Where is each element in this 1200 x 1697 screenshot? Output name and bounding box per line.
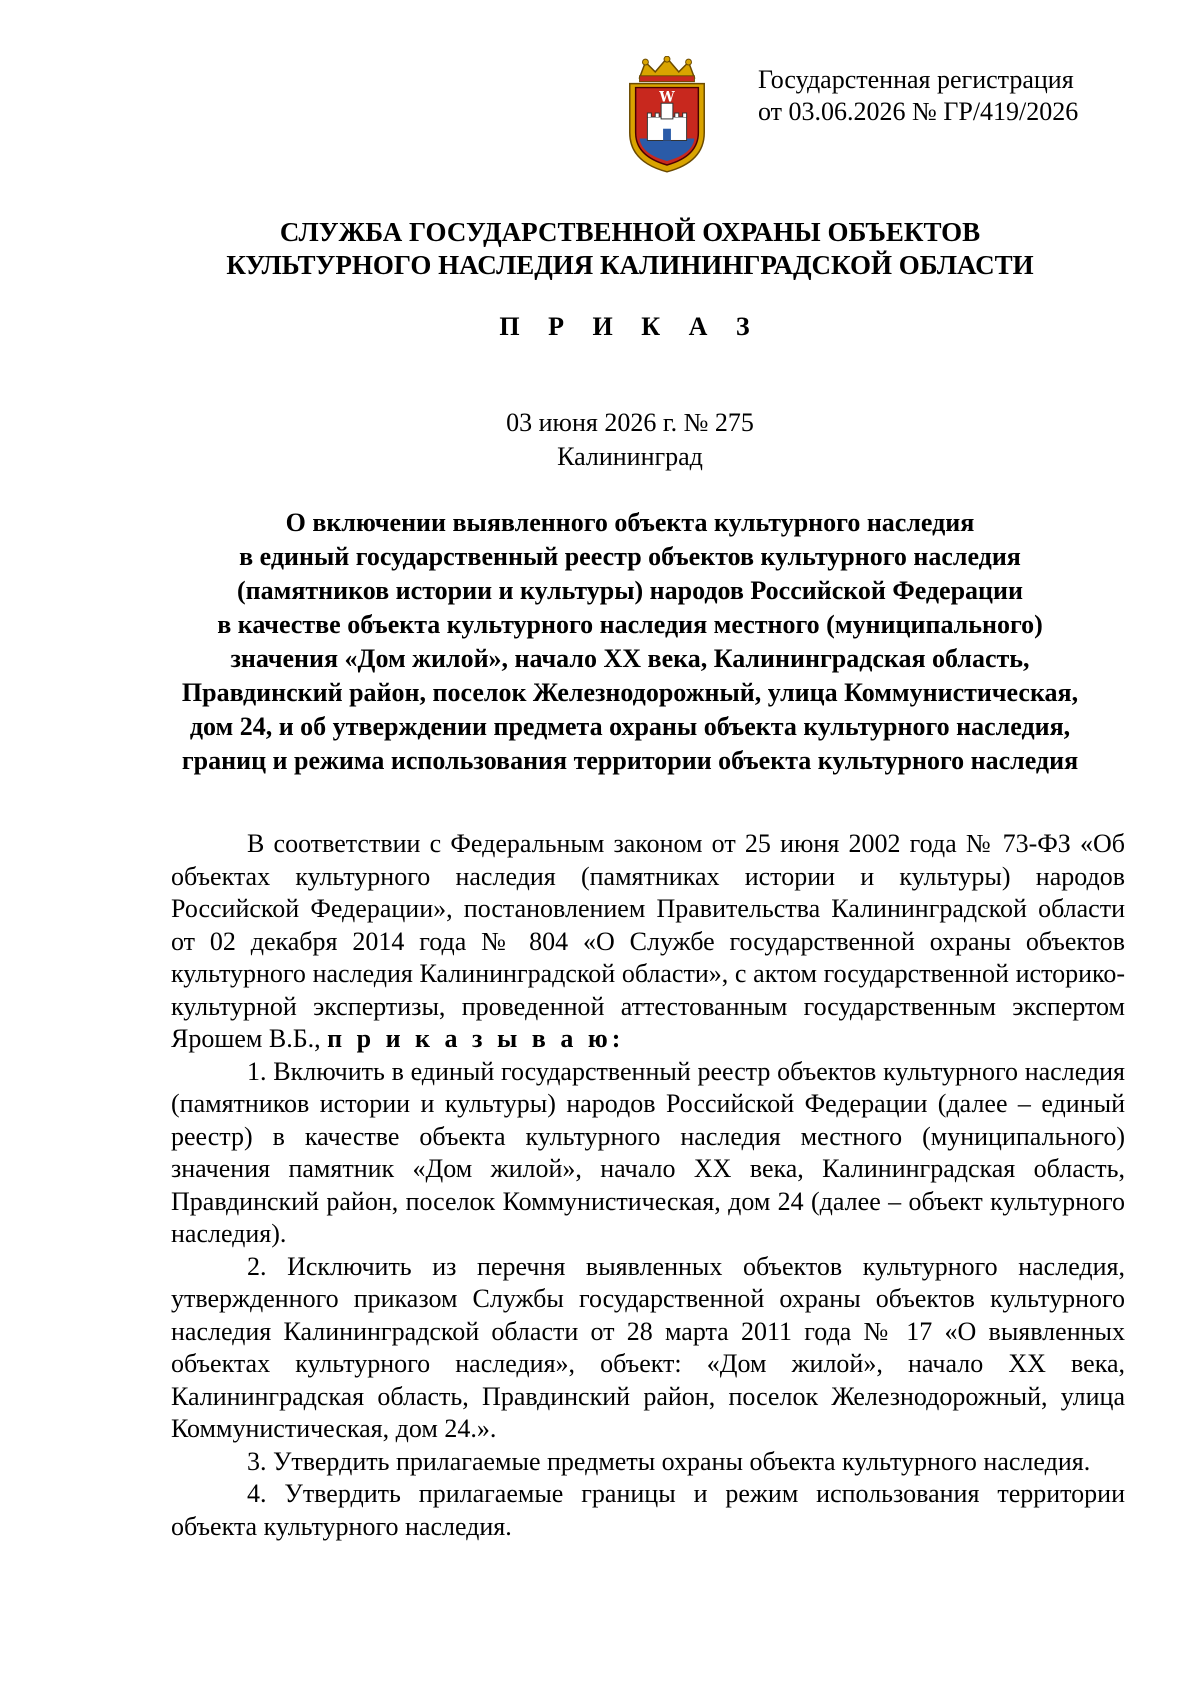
- order-verb: п р и к а з ы в а ю:: [327, 1024, 625, 1053]
- document-title: [150, 506, 1110, 778]
- registration-number: от 03.06.2026 № ГР/419/2026: [758, 97, 1079, 126]
- document-type: П Р И К А З: [499, 312, 761, 341]
- order-item: 2. Исключить из перечня выявленных объектов культурного наследия, утвержденного приказом Службы государственной охраны объектов культурного наследия Калининградской области от 28 марта 2011 года № 17 «О выявленных объектах культурного наследия», объект: «Дом жилой», начало XX века, Калининградская область, Правдинский район, поселок Железнодорожный, улица Коммунистическая, дом 24.».: [171, 1251, 1125, 1443]
- order-date-number: 03 июня 2026 г. № 275: [506, 408, 754, 437]
- title-line: Правдинский район, поселок Железнодорожный, улица Коммунистическая,: [181, 678, 1079, 707]
- title-line: О включении выявленного объекта культурного наследия: [285, 508, 975, 537]
- title-line: дом 24, и об утверждении предмета охраны объекта культурного наследия,: [189, 712, 1071, 741]
- title-line: границ и режима использования территории объекта культурного наследия: [181, 746, 1079, 775]
- title-line: в единый государственный реестр объектов культурного наследия: [239, 542, 1021, 571]
- organization-name: [100, 216, 1160, 282]
- date-and-place: [100, 406, 1160, 474]
- order-item: 1. Включить в единый государственный реестр объектов культурного наследия (памятников истории и культуры) народов Российской Федерации (далее – единый реестр) в качестве объекта культурного наследия местного (муниципального) значения памятник «Дом жилой», начало XX века, Калининградская область, Правдинский район, поселок Коммунистическая, дом 24 (далее – объект культурного наследия).: [171, 1056, 1125, 1248]
- registration-label: Государстенная регистрация: [758, 65, 1074, 94]
- title-line: (памятников истории и культуры) народов Российской Федерации: [237, 576, 1023, 605]
- kaliningrad-coat-of-arms-icon: [618, 56, 716, 174]
- svg-text:W: W: [659, 89, 675, 106]
- state-registration: [758, 64, 1078, 128]
- title-line: значения «Дом жилой», начало XX века, Калининградская область,: [230, 644, 1030, 673]
- organization-line: КУЛЬТУРНОГО НАСЛЕДИЯ КАЛИНИНГРАДСКОЙ ОБЛАСТИ: [226, 250, 1034, 280]
- document-body: [171, 828, 1125, 1543]
- order-item: 3. Утвердить прилагаемые предметы охраны объекта культурного наследия.: [247, 1446, 1091, 1476]
- preamble-paragraph: [171, 828, 1125, 1056]
- order-city: Калининград: [557, 442, 703, 471]
- preamble-text: В соответствии с Федеральным законом от 25 июня 2002 года № 73-ФЗ «Об объектах культурного наследия (памятниках истории и культуры) народов Российской Федерации», постановлением Правительства Калининградской области от 02 декабря 2014 года № 804 «О Службе государственной охраны объектов культурного наследия Калининградской области», с актом государственной историко-культурной экспертизы, проведенной аттестованным государственным экспертом Ярошем В.Б.,: [171, 829, 1125, 1053]
- order-item: 4. Утвердить прилагаемые границы и режим использования территории объекта культурного наследия.: [171, 1479, 1125, 1541]
- title-line: в качестве объекта культурного наследия местного (муниципального): [217, 610, 1043, 639]
- organization-line: СЛУЖБА ГОСУДАРСТВЕННОЙ ОХРАНЫ ОБЪЕКТОВ: [279, 217, 981, 247]
